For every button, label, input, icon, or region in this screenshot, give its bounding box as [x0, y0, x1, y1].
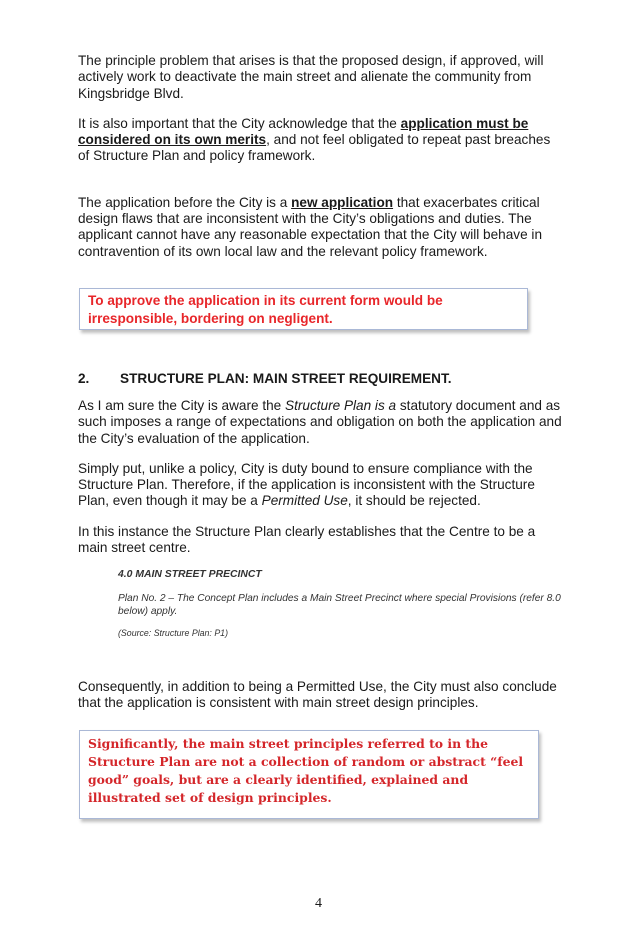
quote-source: (Source: Structure Plan: P1) [118, 628, 229, 639]
paragraph-merits [78, 116, 564, 165]
paragraph-duty-bound [78, 461, 564, 510]
statutory-text-pre: As I am sure the City is aware the [78, 398, 286, 413]
duty-italic: Permitted Use [261, 493, 348, 509]
callout-negligent [79, 288, 528, 330]
section-title: STRUCTURE PLAN: MAIN STREET REQUIREMENT. [120, 371, 452, 386]
document-body-top [78, 53, 564, 260]
paragraph-consequently-wrapper [78, 679, 564, 712]
paragraph-problem: The principle problem that arises is that the proposed design, if approved, will actively work to deactivate the main street and alienate the community from Kingsbridge Blvd. [78, 53, 544, 101]
structure-plan-quote [118, 569, 564, 638]
quote-body: Plan No. 2 – The Concept Plan includes a Main Street Precinct where special Provisions (refer 8.0 below) apply. [118, 593, 561, 618]
callout-principles [79, 730, 539, 819]
statutory-italic: Structure Plan is a [285, 398, 397, 413]
callout-principles-text: Significantly, the main street principles referred to in the Structure Plan are not a collection of random or abstract “feel good” goals, but are a clearly identified, explained and illustrated set of design principles. [88, 736, 524, 805]
callout-negligent-text: To approve the application in its current form would be irresponsible, bordering on negligent. [88, 293, 443, 326]
statutory-text-post: statutory document and as such imposes a range of expectations and obligation on both the application and the City’s evaluation of the application. [78, 398, 562, 446]
newapp-emphasis: new application [291, 194, 394, 210]
merits-emphasis: application must be considered on its own merits [78, 115, 529, 148]
duty-text-pre: Simply put, unlike a policy, City is duty bound to ensure compliance with the Structure Plan. Therefore, if the application is inconsistent with the Structure Plan, even though it may be a [78, 460, 535, 509]
merits-text-post: , and not feel obligated to repeat past breaches of Structure Plan and policy framework. [78, 132, 551, 164]
newapp-text-post: that exacerbates critical design flaws that are inconsistent with the City’s obligations and duties. The applicant cannot have any reasonable expectation that the City will behave in contravention of its own local law and the relevant policy framework. [78, 194, 542, 259]
paragraph-consequently: Consequently, in addition to being a Permitted Use, the City must also conclude that the application is consistent with main street design principles. [78, 679, 557, 711]
paragraph-main-street-centre: In this instance the Structure Plan clearly establishes that the Centre to be a main street centre. [78, 523, 536, 556]
section-number: 2. [78, 371, 90, 386]
section-heading [78, 371, 452, 386]
page-number: 4 [315, 896, 322, 911]
merits-text-pre: It is also important that the City acknowledge that the [78, 115, 401, 131]
paragraph-new-application [78, 195, 564, 260]
paragraph-statutory [78, 398, 564, 447]
section-2-body [78, 398, 564, 638]
quote-heading: 4.0 MAIN STREET PRECINCT [118, 569, 262, 581]
newapp-text-pre: The application before the City is a [78, 194, 292, 210]
duty-text-post: , it should be rejected. [347, 493, 481, 509]
